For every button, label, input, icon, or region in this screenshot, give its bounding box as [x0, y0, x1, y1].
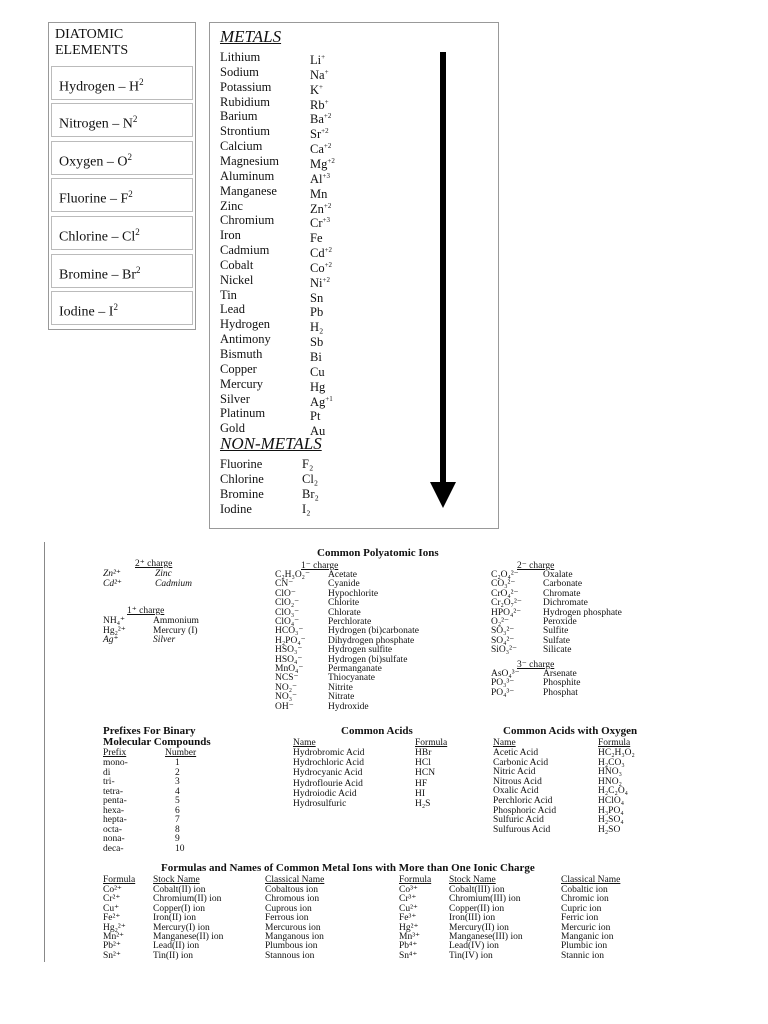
poly-one-col1: ClO₂⁻	[275, 598, 300, 609]
acids-title: Common Acids	[341, 725, 413, 737]
metals-nonmetals-box	[209, 22, 499, 529]
acid-rows-col2: HF	[415, 778, 428, 789]
metal-name: Aluminum	[220, 168, 275, 183]
metal-ion-stock: Tin(IV) ion	[449, 950, 493, 961]
metal-ion-classical: Mercurous ion	[265, 922, 321, 933]
diatomic-subscript: 2	[127, 152, 132, 162]
poly-one-col2: Hypochlorite	[328, 588, 379, 599]
arrow-head-icon	[430, 482, 456, 508]
prefix-rows-col1: nona-	[103, 834, 125, 844]
mi-classical-header-left: Classical Name	[265, 875, 325, 885]
metal-name: Bismuth	[220, 347, 263, 361]
metal-name: Lead	[220, 302, 245, 317]
metal-name: Manganese	[220, 183, 277, 198]
diatomic-name: Bromine – Br	[59, 267, 136, 283]
poly-one-col2: Cyanide	[328, 579, 360, 590]
metal-symbol-text: Pb	[310, 305, 324, 320]
oxy-rows-col1: Perchloric Acid	[493, 796, 553, 806]
metal-symbol-text: Rb	[310, 97, 325, 112]
diatomic-subscript: 2	[135, 227, 140, 237]
poly-two-col2: Dichromate	[543, 598, 588, 609]
metal-symbol-text: H₂	[310, 320, 324, 335]
metal-ion-formula: Cr³⁺	[399, 894, 417, 905]
oxy-formula-header: Formula	[598, 738, 631, 748]
metal-name: Silver	[220, 391, 250, 406]
poly-one-col2: Hydrogen (bi)sulfate	[328, 654, 408, 665]
oxy-rows-col1: Acetic Acid	[493, 748, 539, 758]
prefix-rows-col1: di	[103, 767, 111, 778]
metal-charge: +1	[325, 394, 333, 403]
diatomic-cell	[51, 178, 193, 212]
metal-name: Chromium	[220, 213, 275, 228]
metal-ion-formula: Cu⁺	[103, 903, 120, 914]
oxy-rows-col2: HNO₂	[598, 776, 622, 787]
prefix-rows-col2: 7	[175, 815, 180, 825]
prefixes-title-1: Prefixes For Binary	[103, 725, 196, 737]
metal-ion-stock: Lead(II) ion	[153, 941, 200, 952]
metal-ion-stock: Tin(II) ion	[153, 950, 194, 961]
metal-charge: +2	[323, 112, 332, 121]
poly-one-col2: Dihydrogen phosphate	[328, 635, 415, 646]
left-two-col1: Cd²⁺	[103, 578, 122, 589]
poly-one-col1: HSO₃⁻	[275, 645, 303, 656]
diatomic-name: Hydrogen – H	[59, 79, 140, 95]
metal-charge: +3	[322, 171, 330, 180]
metal-symbol-text: Bi	[310, 350, 322, 365]
metal-symbol-text: Ni	[310, 275, 323, 290]
metal-ion-stock: Iron(III) ion	[449, 913, 496, 924]
diatomic-cell	[51, 291, 193, 325]
metal-ion-classical: Cuprous ion	[265, 903, 312, 914]
acids-formula-header: Formula	[415, 738, 448, 748]
nonmetal-name: Iodine	[220, 502, 252, 516]
metal-ion-stock: Chromium(II) ion	[153, 894, 222, 905]
metal-charge: +	[319, 82, 323, 91]
metal-ion-classical: Stannic ion	[561, 950, 605, 961]
poly-one-col1: ClO₄⁻	[275, 617, 300, 627]
prefix-rows-col2: 9	[175, 834, 180, 844]
poly-two-col2: Sulfite	[543, 626, 569, 637]
oxy-rows-col1: Nitric Acid	[493, 767, 536, 778]
mi-stock-header-left: Stock Name	[153, 875, 200, 885]
metal-charge: +	[324, 67, 329, 76]
acid-rows-col2: HCN	[415, 768, 436, 779]
left-two-col1: Zn²⁺	[103, 569, 121, 579]
metal-ion-formula: Sn⁴⁺	[399, 950, 418, 961]
metal-symbol-text: Ag	[310, 394, 326, 409]
metal-ion-formula: Pb²⁺	[103, 941, 121, 952]
prefix-rows-col2: 6	[175, 805, 180, 816]
metal-charge: +	[324, 97, 329, 106]
metal-charge: +2	[323, 142, 332, 151]
metal-name: Strontium	[220, 124, 271, 139]
mi-formula-header-right: Formula	[399, 875, 432, 885]
poly-one-col1: ClO⁻	[275, 588, 296, 599]
poly-two-col1: SO₄²⁻	[491, 635, 515, 646]
diatomic-elements-table	[48, 22, 196, 330]
polyatomic-title: Common Polyatomic Ions	[317, 547, 439, 559]
poly-two-col2: Carbonate	[543, 579, 583, 590]
metal-symbol-text: Mn	[310, 186, 328, 201]
metal-ion-stock: Copper(II) ion	[449, 903, 505, 914]
mi-stock-header-right: Stock Name	[449, 875, 496, 885]
metal-ion-formula: Co³⁺	[399, 885, 418, 895]
poly-three-col2: Arsenate	[543, 669, 577, 679]
oxy-rows-col1: Phosphoric Acid	[493, 805, 557, 816]
metal-symbol-text: Sn	[310, 290, 324, 305]
prefix-rows-col2: 2	[175, 767, 180, 778]
metal-name: Mercury	[220, 376, 264, 391]
left-one-col2: Silver	[153, 635, 176, 645]
poly-two-col1: Cr₂O₇²⁻	[491, 598, 522, 609]
metal-ion-classical: Chromous ion	[265, 894, 320, 905]
diatomic-subscript: 2	[139, 77, 144, 87]
diatomic-cell	[51, 141, 193, 175]
prefix-rows-col1: hepta-	[103, 815, 127, 825]
mi-classical-header-right: Classical Name	[561, 875, 621, 885]
nonmetal-symbol: I₂	[302, 502, 311, 516]
metal-symbol-text: Sr	[310, 127, 322, 142]
poly-one-col2: Permanganate	[328, 664, 382, 674]
metal-name: Potassium	[220, 79, 272, 94]
oxy-rows-col2: H₂SO	[598, 824, 621, 835]
acid-rows-col1: Hydrobromic Acid	[293, 748, 365, 758]
poly-two-col2: Peroxide	[543, 617, 577, 627]
oxy-rows-col2: H₂CO₃	[598, 757, 625, 768]
poly-one-col2: Chlorate	[328, 607, 361, 618]
diatomic-name: Fluorine – F	[59, 191, 129, 207]
poly-one-col2: Chlorite	[328, 598, 360, 609]
diatomic-name: Iodine – I	[59, 304, 114, 320]
poly-three-col2: Phosphat	[543, 687, 578, 698]
metal-symbol-text: Zn	[310, 201, 324, 216]
down-arrow-icon	[440, 52, 446, 490]
metal-symbol-text: Ca	[310, 142, 324, 157]
metal-symbol-text: Co	[310, 261, 325, 276]
metal-symbol-text: Al	[310, 171, 323, 186]
metal-symbol-text: Cr	[310, 216, 323, 231]
diatomic-subscript: 2	[113, 302, 118, 312]
oxy-rows-col2: H₃PO₄	[598, 805, 624, 816]
poly-three-col1: PO₄³⁻	[491, 687, 515, 698]
poly-two-col1: C₂O₄²⁻	[491, 570, 519, 580]
nonmetal-symbol: F₂	[302, 457, 314, 471]
metal-ion-formula: Hg²⁺	[399, 922, 419, 933]
mi-formula-header-left: Formula	[103, 875, 136, 885]
diatomic-subscript: 2	[136, 265, 141, 275]
prefix-rows-col2: 1	[175, 758, 180, 768]
left-two-charge-title: 2⁺ charge	[135, 559, 173, 569]
metal-ion-stock: Iron(II) ion	[153, 913, 196, 924]
poly-two-col2: Silicate	[543, 645, 572, 656]
metal-ion-formula: Pb⁴⁺	[399, 941, 418, 952]
metal-charge: +2	[323, 201, 332, 210]
poly-one-col1: CN⁻	[275, 579, 294, 590]
metal-ion-classical: Chromic ion	[561, 894, 609, 905]
poly-two-col2: Chromate	[543, 588, 581, 599]
diatomic-subscript: 2	[132, 114, 138, 124]
metal-ion-classical: Cobaltous ion	[265, 885, 319, 895]
metal-name: Calcium	[220, 139, 263, 154]
number-col-header: Number	[165, 748, 197, 758]
metal-ion-classical: Manganic ion	[561, 932, 614, 942]
metal-ion-classical: Ferrous ion	[265, 913, 309, 924]
left-one-col1: NH₄⁺	[103, 616, 126, 626]
poly-two-col1: CrO₄²⁻	[491, 588, 519, 599]
poly-two-charge-title: 2⁻ charge	[517, 561, 555, 571]
acid-rows-col1: Hydrochloric Acid	[293, 758, 364, 769]
diatomic-name: Oxygen – O	[59, 154, 128, 170]
diatomic-subscript: 2	[128, 189, 133, 199]
metal-ion-classical: Cupric ion	[561, 903, 602, 914]
metal-symbol-text: Fe	[310, 231, 323, 246]
metal-symbol-text: Li	[310, 53, 322, 68]
poly-one-col2: Acetate	[328, 570, 358, 580]
poly-one-col1: NCS⁻	[275, 673, 299, 684]
metal-name: Sodium	[220, 64, 259, 79]
nonmetal-name: Chlorine	[220, 472, 264, 486]
poly-three-col2: Phosphite	[543, 678, 581, 689]
acid-rows-col1: Hydroiodic Acid	[293, 788, 357, 799]
metal-symbol-text: Na	[310, 68, 325, 83]
left-one-col2: Ammonium	[153, 616, 199, 626]
poly-one-col2: Thiocyanate	[328, 673, 375, 684]
oxy-rows-col1: Sulfurous Acid	[493, 824, 551, 835]
acid-rows-col1: Hydroflourie Acid	[293, 778, 363, 789]
prefix-rows-col2: 10	[175, 843, 185, 854]
oxy-rows-col1: Nitrous Acid	[493, 776, 542, 787]
poly-two-col1: O₂²⁻	[491, 617, 510, 627]
metal-symbol-text: Au	[310, 424, 326, 439]
metal-name: Platinum	[220, 406, 266, 421]
metal-charge: +3	[322, 216, 330, 225]
poly-two-col1: SO₃²⁻	[491, 626, 515, 637]
metal-ion-classical: Plumbous ion	[265, 941, 318, 952]
metal-ion-formula: Hg₂²⁺	[103, 922, 126, 933]
metal-name: Cobalt	[220, 257, 254, 272]
metal-name: Hydrogen	[220, 317, 270, 332]
metal-ion-classical: Plumbic ion	[561, 941, 608, 952]
acid-rows-col2: HI	[415, 788, 426, 799]
metal-symbol-text: Sb	[310, 335, 324, 350]
metal-ion-formula: Co²⁺	[103, 885, 122, 895]
diatomic-cell	[51, 254, 193, 288]
diatomic-name: Chlorine – Cl	[59, 229, 136, 245]
left-one-col1: Hg₂²⁺	[103, 625, 126, 636]
prefix-rows-col1: penta-	[103, 796, 127, 806]
nonmetal-symbol: Cl₂	[302, 472, 319, 486]
poly-two-col1: HPO₄²⁻	[491, 607, 522, 618]
acid-rows-col1: Hydrosulfuric	[293, 799, 347, 809]
metal-ion-formula: Sn²⁺	[103, 950, 121, 961]
metal-charge: +2	[327, 156, 335, 165]
poly-one-col1: NO₂⁻	[275, 682, 298, 693]
metal-ion-formula: Cr²⁺	[103, 894, 121, 905]
nonmetal-name: Bromine	[220, 487, 264, 501]
metal-charge: +	[321, 53, 326, 61]
poly-three-col1: PO₃³⁻	[491, 678, 515, 689]
metal-ion-stock: Lead(IV) ion	[449, 941, 499, 952]
metal-name: Barium	[220, 109, 258, 124]
poly-two-col2: Oxalate	[543, 570, 573, 580]
acid-rows-col2: H₂S	[415, 799, 431, 809]
metal-name: Nickel	[220, 272, 254, 287]
prefix-rows-col1: mono-	[103, 758, 128, 768]
metal-symbol-text: K	[310, 82, 320, 97]
metal-ions-title: Formulas and Names of Common Metal Ions with More than One Ionic Charge	[161, 862, 535, 874]
poly-one-col1: ClO₃⁻	[275, 607, 300, 618]
metal-ion-classical: Cobaltic ion	[561, 885, 608, 895]
metal-ion-stock: Mercury(I) ion	[153, 922, 210, 933]
oxy-rows-col2: H₂SO₄	[598, 815, 624, 826]
metal-ion-stock: Manganese(III) ion	[449, 932, 523, 942]
metal-name: Gold	[220, 421, 245, 436]
metal-symbol-text: Mg	[310, 157, 328, 172]
metal-ion-stock: Cobalt(III) ion	[449, 885, 505, 895]
oxy-rows-col1: Oxalic Acid	[493, 786, 539, 797]
metal-ion-formula: Cu²⁺	[399, 903, 418, 914]
acid-rows-col2: HBr	[415, 748, 432, 758]
nonmetal-symbol: Br₂	[302, 487, 319, 501]
oxy-rows-col2: HC₂H₃O₂	[598, 748, 635, 758]
poly-one-col2: Perchlorate	[328, 617, 372, 627]
metal-ion-stock: Cobalt(II) ion	[153, 885, 206, 895]
poly-two-col1: SiO₃²⁻	[491, 645, 517, 656]
metal-ion-formula: Mn³⁺	[399, 932, 421, 942]
poly-one-col2: Nitrate	[328, 692, 355, 703]
metal-name: Zinc	[220, 198, 243, 213]
metal-ion-classical: Manganous ion	[265, 932, 324, 942]
reference-section	[44, 542, 721, 962]
metal-ion-stock: Copper(I) ion	[153, 903, 205, 914]
metal-name: Rubidium	[220, 94, 271, 109]
oxy-rows-col1: Carbonic Acid	[493, 757, 549, 768]
diatomic-cell	[51, 103, 193, 137]
metal-charge: +2	[324, 260, 333, 269]
metal-symbol-text: Hg	[310, 379, 326, 394]
poly-one-col2: Nitrite	[328, 682, 353, 693]
metal-ion-formula: Fe²⁺	[103, 913, 121, 924]
poly-one-col1: HCO₃⁻	[275, 626, 304, 637]
metal-name: Lithium	[220, 50, 261, 64]
left-one-col2: Mercury (I)	[153, 625, 198, 636]
poly-one-col1: OH⁻	[275, 701, 294, 712]
left-two-col2: Cadmium	[155, 578, 192, 589]
metal-charge: +2	[321, 127, 329, 136]
poly-one-col2: Hydroxide	[328, 701, 369, 712]
nonmetals-title: NON-METALS	[220, 434, 322, 453]
metal-ion-stock: Chromium(III) ion	[449, 894, 521, 905]
metal-ion-stock: Manganese(II) ion	[153, 932, 224, 942]
metal-ion-classical: Ferric ion	[561, 913, 599, 924]
prefix-rows-col1: tetra-	[103, 786, 124, 797]
prefix-rows-col2: 5	[175, 796, 180, 806]
metal-name: Cadmium	[220, 243, 270, 257]
metal-symbol-text: Pt	[310, 409, 321, 424]
poly-one-col1: HSO₄⁻	[275, 654, 303, 665]
oxy-name-header: Name	[493, 738, 516, 748]
metal-symbol-text: Ba	[310, 112, 324, 127]
metal-name: Tin	[220, 287, 237, 302]
poly-one-col1: C₂H₃O₂⁻	[275, 570, 311, 580]
oxy-rows-col2: HNO₃	[598, 767, 622, 778]
poly-two-col2: Hydrogen phosphate	[543, 607, 622, 618]
poly-one-col2: Hydrogen sulfite	[328, 645, 393, 656]
acid-rows-col1: Hydrocyanic Acid	[293, 768, 363, 779]
prefix-rows-col2: 4	[175, 786, 180, 797]
poly-one-charge-title: 1⁻ charge	[301, 561, 339, 571]
left-two-col2: Zinc	[155, 569, 172, 579]
poly-one-col1: NO₃⁻	[275, 692, 298, 703]
metal-name: Antimony	[220, 332, 271, 347]
prefix-rows-col1: deca-	[103, 843, 124, 854]
diatomic-cell	[51, 66, 193, 100]
metal-symbol-text: Cd	[310, 246, 325, 261]
metal-ion-stock: Mercury(II) ion	[449, 922, 509, 933]
prefix-rows-col1: tri-	[103, 777, 115, 787]
prefix-rows-col2: 8	[175, 824, 180, 835]
diatomic-name: Nitrogen – N	[59, 116, 133, 132]
poly-three-charge-title: 3⁻ charge	[517, 660, 555, 670]
prefixes-title-2: Molecular Compounds	[103, 736, 211, 748]
left-one-charge-title: 1⁺ charge	[127, 606, 165, 616]
prefix-rows-col2: 3	[175, 777, 180, 787]
left-one-col1: Ag⁺	[103, 635, 119, 645]
metal-ion-formula: Fe³⁺	[399, 913, 417, 924]
poly-one-col2: Hydrogen (bi)carbonate	[328, 626, 420, 637]
oxy-acids-title: Common Acids with Oxygen	[503, 725, 638, 737]
metal-ion-classical: Mercuric ion	[561, 922, 611, 933]
metal-symbol-text: Cu	[310, 364, 325, 379]
metal-name: Copper	[220, 361, 257, 376]
prefix-rows-col1: hexa-	[103, 805, 125, 816]
nonmetal-name: Fluorine	[220, 457, 263, 471]
prefix-rows-col1: octa-	[103, 824, 122, 835]
prefix-col-header: Prefix	[103, 748, 127, 758]
metal-charge: +2	[322, 275, 330, 284]
metal-name: Iron	[220, 228, 241, 243]
oxy-rows-col2: HClO₄	[598, 796, 625, 806]
diatomic-header: DIATOMIC ELEMENTS	[55, 27, 129, 58]
poly-two-col2: Sulfate	[543, 635, 570, 646]
oxy-rows-col2: H₂C₂O₄	[598, 786, 628, 797]
poly-one-col1: H₂PO₄⁻	[275, 635, 306, 646]
poly-three-col1: AsO₄³⁻	[491, 669, 520, 679]
poly-one-col1: MnO₄⁻	[275, 664, 304, 674]
acids-name-header: Name	[293, 738, 316, 748]
metal-charge: +2	[324, 246, 333, 254]
oxy-rows-col1: Sulfuric Acid	[493, 815, 544, 826]
diatomic-cell	[51, 216, 193, 250]
metals-title: METALS	[220, 27, 282, 46]
metal-ion-classical: Stannous ion	[265, 950, 315, 961]
acid-rows-col2: HCl	[415, 758, 431, 769]
metal-name: Magnesium	[220, 153, 280, 168]
metal-ion-formula: Mn²⁺	[103, 932, 125, 942]
poly-two-col1: CO₃²⁻	[491, 579, 516, 590]
